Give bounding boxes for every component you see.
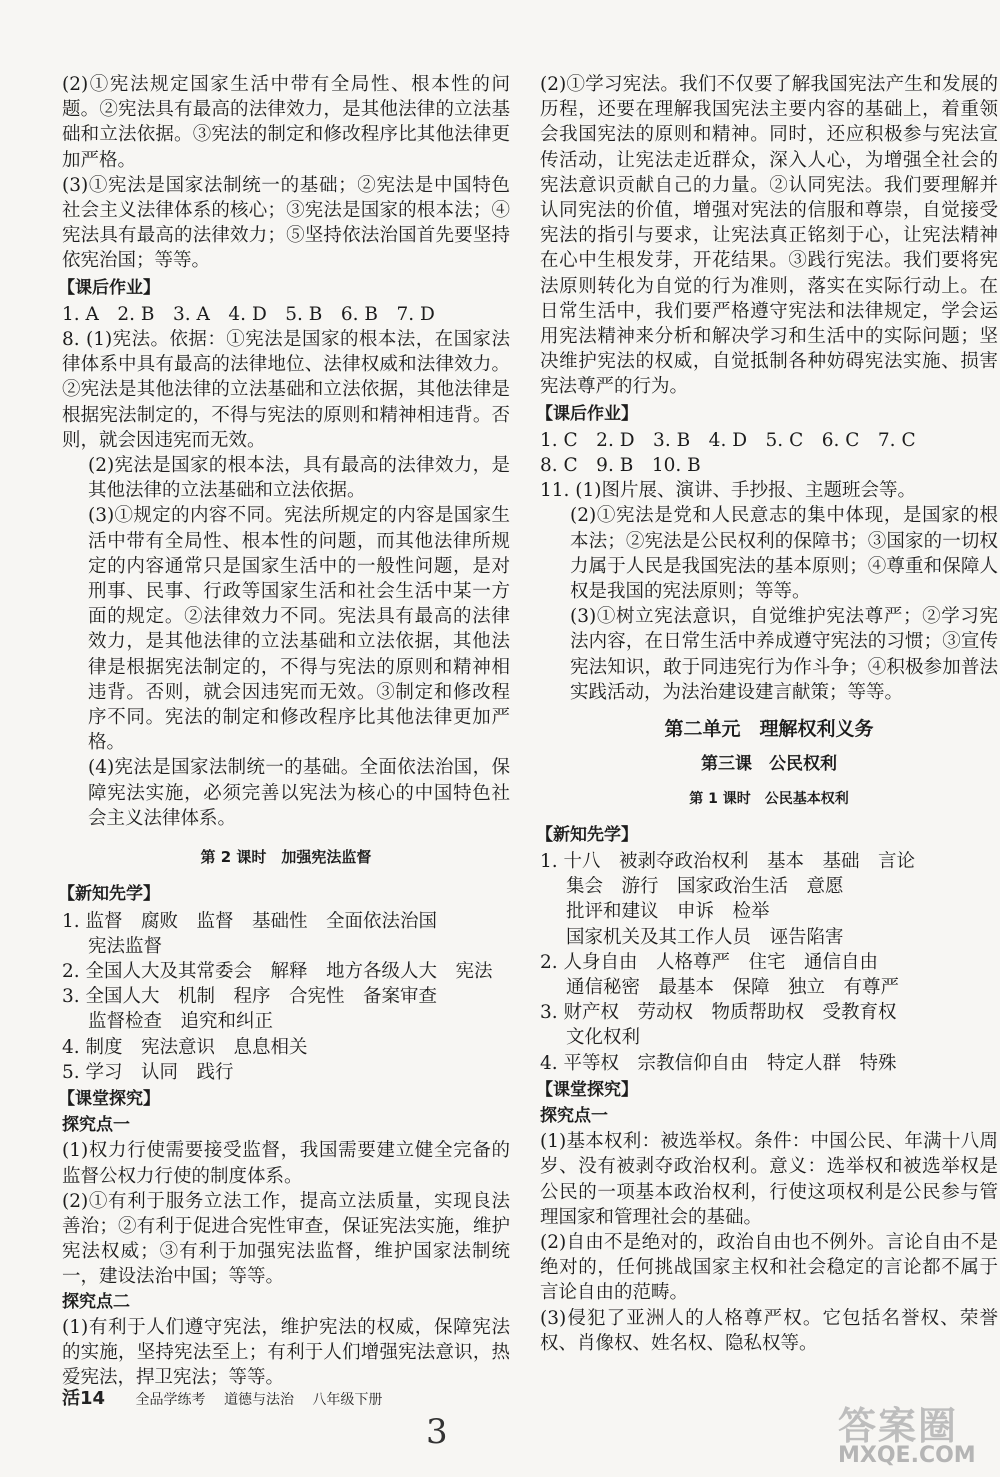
watermark-logo: 答案圈	[838, 1404, 959, 1448]
section-heading: 【课后作业】	[58, 277, 160, 298]
page-number: 活14	[62, 1388, 106, 1409]
answer-paragraph: 8. (1)宪法。依据：①宪法是国家的根本法，在国家法律体系中具有最高的法律地位、法律权威和法律效力。②宪法是其他法律的立法基础和立法依据，其他法律是根据宪法制定的，不得与宪法的原则和精神相违背。否则，就会因违宪而无效。	[62, 329, 510, 451]
answer-line: 宪法监督	[88, 935, 163, 957]
answer-line: 11. (1)图片展、演讲、手抄报、主题班会等。	[540, 480, 917, 502]
answer-line: 文化权利	[566, 1027, 641, 1049]
section-heading: 【课堂探究】	[536, 1079, 638, 1100]
answer-paragraph: (4)宪法是国家法制统一的基础。全面依法治国，保障宪法实施，必须完善以宪法为核心的中国特色社会主义法律体系。	[88, 757, 510, 829]
answer-paragraph: (2)①学习宪法。我们不仅要了解我国宪法产生和发展的历程，还要在理解我国宪法主要内容的基础上，着重领会我国宪法的原则和精神。同时，还应积极参与宪法宣传活动，让宪法走近群众，深入人心，为增强全社会的宪法意识贡献自己的力量。②认同宪法。我们要理解并认同宪法的价值，增强对宪法的信服和尊崇，自觉接受宪法的指引与要求，让宪法真正铭刻于心，让宪法精神在心中生根发芽，开花结果。③践行宪法。我们要将宪法原则转化为自觉的行为准则，落实在实际行动上。在日常生活中，我们要严格遵守宪法和法律规定，学会运用宪法精神来分析和解决学习和生活中的实际问题；坚决维护宪法的权威，自觉抵制各种妨碍宪法实施、损害宪法尊严的行为。	[540, 74, 998, 398]
answer-paragraph: (1)权力行使需要接受监督，我国需要建立健全完备的监督公权力行使的制度体系。	[62, 1140, 510, 1187]
section-heading: 【课堂探究】	[58, 1088, 160, 1109]
answer-paragraph: (2)①宪法是党和人民意志的集中体现，是国家的根本法；②宪法是公民权利的保障书；③国家的一切权力属于人民是我国宪法的基本原则；④尊重和保障人权是我国的宪法原则；等等。	[570, 505, 998, 603]
unit-title: 第二单元 理解权利义务	[664, 718, 874, 741]
section-heading: 【新知先学】	[58, 884, 160, 905]
answer-line: 国家机关及其工作人员 诬告陷害	[566, 926, 844, 948]
watermark-url: MXQE.COM	[838, 1443, 976, 1468]
answer-line: 4. 制度 宪法意识 息息相关	[62, 1036, 308, 1058]
lesson-title: 第 1 课时 公民基本权利	[689, 791, 849, 808]
answer-paragraph: (2)自由不是绝对的，政治自由也不例外。言论自由不是绝对的，任何挑战国家主权和社会稳定的言论都不属于言论自由的范畴。	[540, 1231, 998, 1304]
watermark	[838, 1395, 988, 1473]
answer-paragraph: (3)①规定的内容不同。宪法所规定的内容是国家生活中带有全局性、根本性的问题，而其他法律所规定的内容通常只是国家生活中的一般性问题，是对刑事、民事、行政等国家生活和社会生活中某一方面的规定。②法律效力不同。宪法具有最高的法律效力，是其他法律的立法基础和立法依据，其他法律是根据宪法制定的，不得与宪法的原则和精神相违背。否则，就会因违宪而无效。③制定和修改程序不同。宪法的制定和修改程序比其他法律更加严格。	[88, 505, 510, 754]
answer-line: 1. C 2. D 3. B 4. D 5. C 6. C 7. C	[540, 429, 916, 451]
answer-line: 3. 全国人大 机制 程序 合宪性 备案审查	[62, 986, 438, 1008]
answer-line: 1. 十八 被剥夺政治权利 基本 基础 言论	[540, 850, 916, 872]
course-title: 第三课 公民权利	[701, 754, 837, 775]
answer-paragraph: (3)侵犯了亚洲人的人格尊严权。它包括名誉权、荣誉权、肖像权、姓名权、隐私权等。	[540, 1307, 998, 1354]
answer-paragraph: (1)基本权利：被选举权。条件：中国公民、年满十八周岁、没有被剥夺政治权利。意义：选举权和被选举权是公民的一项基本政治权利，行使这项权利是公民参与管理国家和管理社会的基础。	[540, 1131, 998, 1228]
answer-line: 4. 平等权 宗教信仰自由 特定人群 特殊	[540, 1052, 897, 1074]
answer-line: 通信秘密 最基本 保障 独立 有尊严	[566, 976, 900, 998]
answer-line: 5. 学习 认同 践行	[62, 1061, 234, 1083]
answer-line: 3. 财产权 劳动权 物质帮助权 受教育权	[540, 1002, 897, 1024]
answer-line: 1. 监督 腐败 监督 基础性 全面依法治国	[62, 910, 438, 932]
answer-paragraph: (2)①宪法规定国家生活中带有全局性、根本性的问题。②宪法具有最高的法律效力，是其他法律的立法基础和立法依据。③宪法的制定和修改程序比其他法律更加严格。	[62, 74, 510, 171]
lesson-title: 第 2 课时 加强宪法监督	[200, 848, 372, 867]
handwritten-mark: 3	[426, 1412, 448, 1452]
answer-paragraph: (2)宪法是国家的根本法，具有最高的法律效力，是其他法律的立法基础和立法依据。	[88, 455, 510, 502]
book-title: 全品学练考	[135, 1392, 206, 1408]
answer-line: 批评和建议 申诉 检举	[566, 901, 770, 923]
answer-line: 8. C 9. B 10. B	[540, 455, 701, 477]
answer-line: 集会 游行 国家政治生活 意愿	[566, 876, 844, 898]
answer-line: 2. 人身自由 人格尊严 住宅 通信自由	[540, 951, 879, 973]
answer-line: 2. 全国人大及其常委会 解释 地方各级人大 宪法	[62, 960, 493, 982]
answer-paragraph: (1)有利于人们遵守宪法，维护宪法的权威，保障宪法的实施，坚持宪法至上；有利于人们增强宪法意识，热爱宪法，捍卫宪法；等等。	[62, 1316, 510, 1389]
subject-label: 道德与法治	[223, 1392, 294, 1408]
subsection-heading: 探究点一	[540, 1105, 608, 1126]
page-footer	[62, 1384, 396, 1410]
answer-line: 监督检查 追究和纠正	[88, 1011, 274, 1033]
left-column	[58, 72, 510, 1390]
subsection-heading: 探究点二	[62, 1291, 130, 1312]
grade-label: 八年级下册	[312, 1392, 383, 1408]
answer-paragraph: (3)①树立宪法意识，自觉维护宪法尊严；②学习宪法内容，在日常生活中养成遵守宪法的习惯；③宣传宪法知识，敢于同违宪行为作斗争；④积极参加普法实践活动，为法治建设建言献策；等等。	[570, 606, 998, 703]
section-heading: 【课后作业】	[536, 403, 638, 424]
answer-line: 1. A 2. B 3. A 4. D 5. B 6. B 7. D	[62, 303, 435, 325]
right-column	[536, 72, 998, 1356]
answer-paragraph: (2)①有利于服务立法工作，提高立法质量，实现良法善治；②有利于促进合宪性审查，保证宪法实施，维护宪法权威；③有利于加强宪法监督，维护国家法制统一，建设法治中国；等等。	[62, 1190, 510, 1288]
section-heading: 【新知先学】	[536, 824, 638, 845]
answer-paragraph: (3)①宪法是国家法制统一的基础；②宪法是中国特色社会主义法律体系的核心；③宪法是国家的根本法；④宪法具有最高的法律效力；⑤坚持依法治国首先要坚持依宪治国；等等。	[62, 174, 510, 272]
subsection-heading: 探究点一	[62, 1115, 130, 1136]
